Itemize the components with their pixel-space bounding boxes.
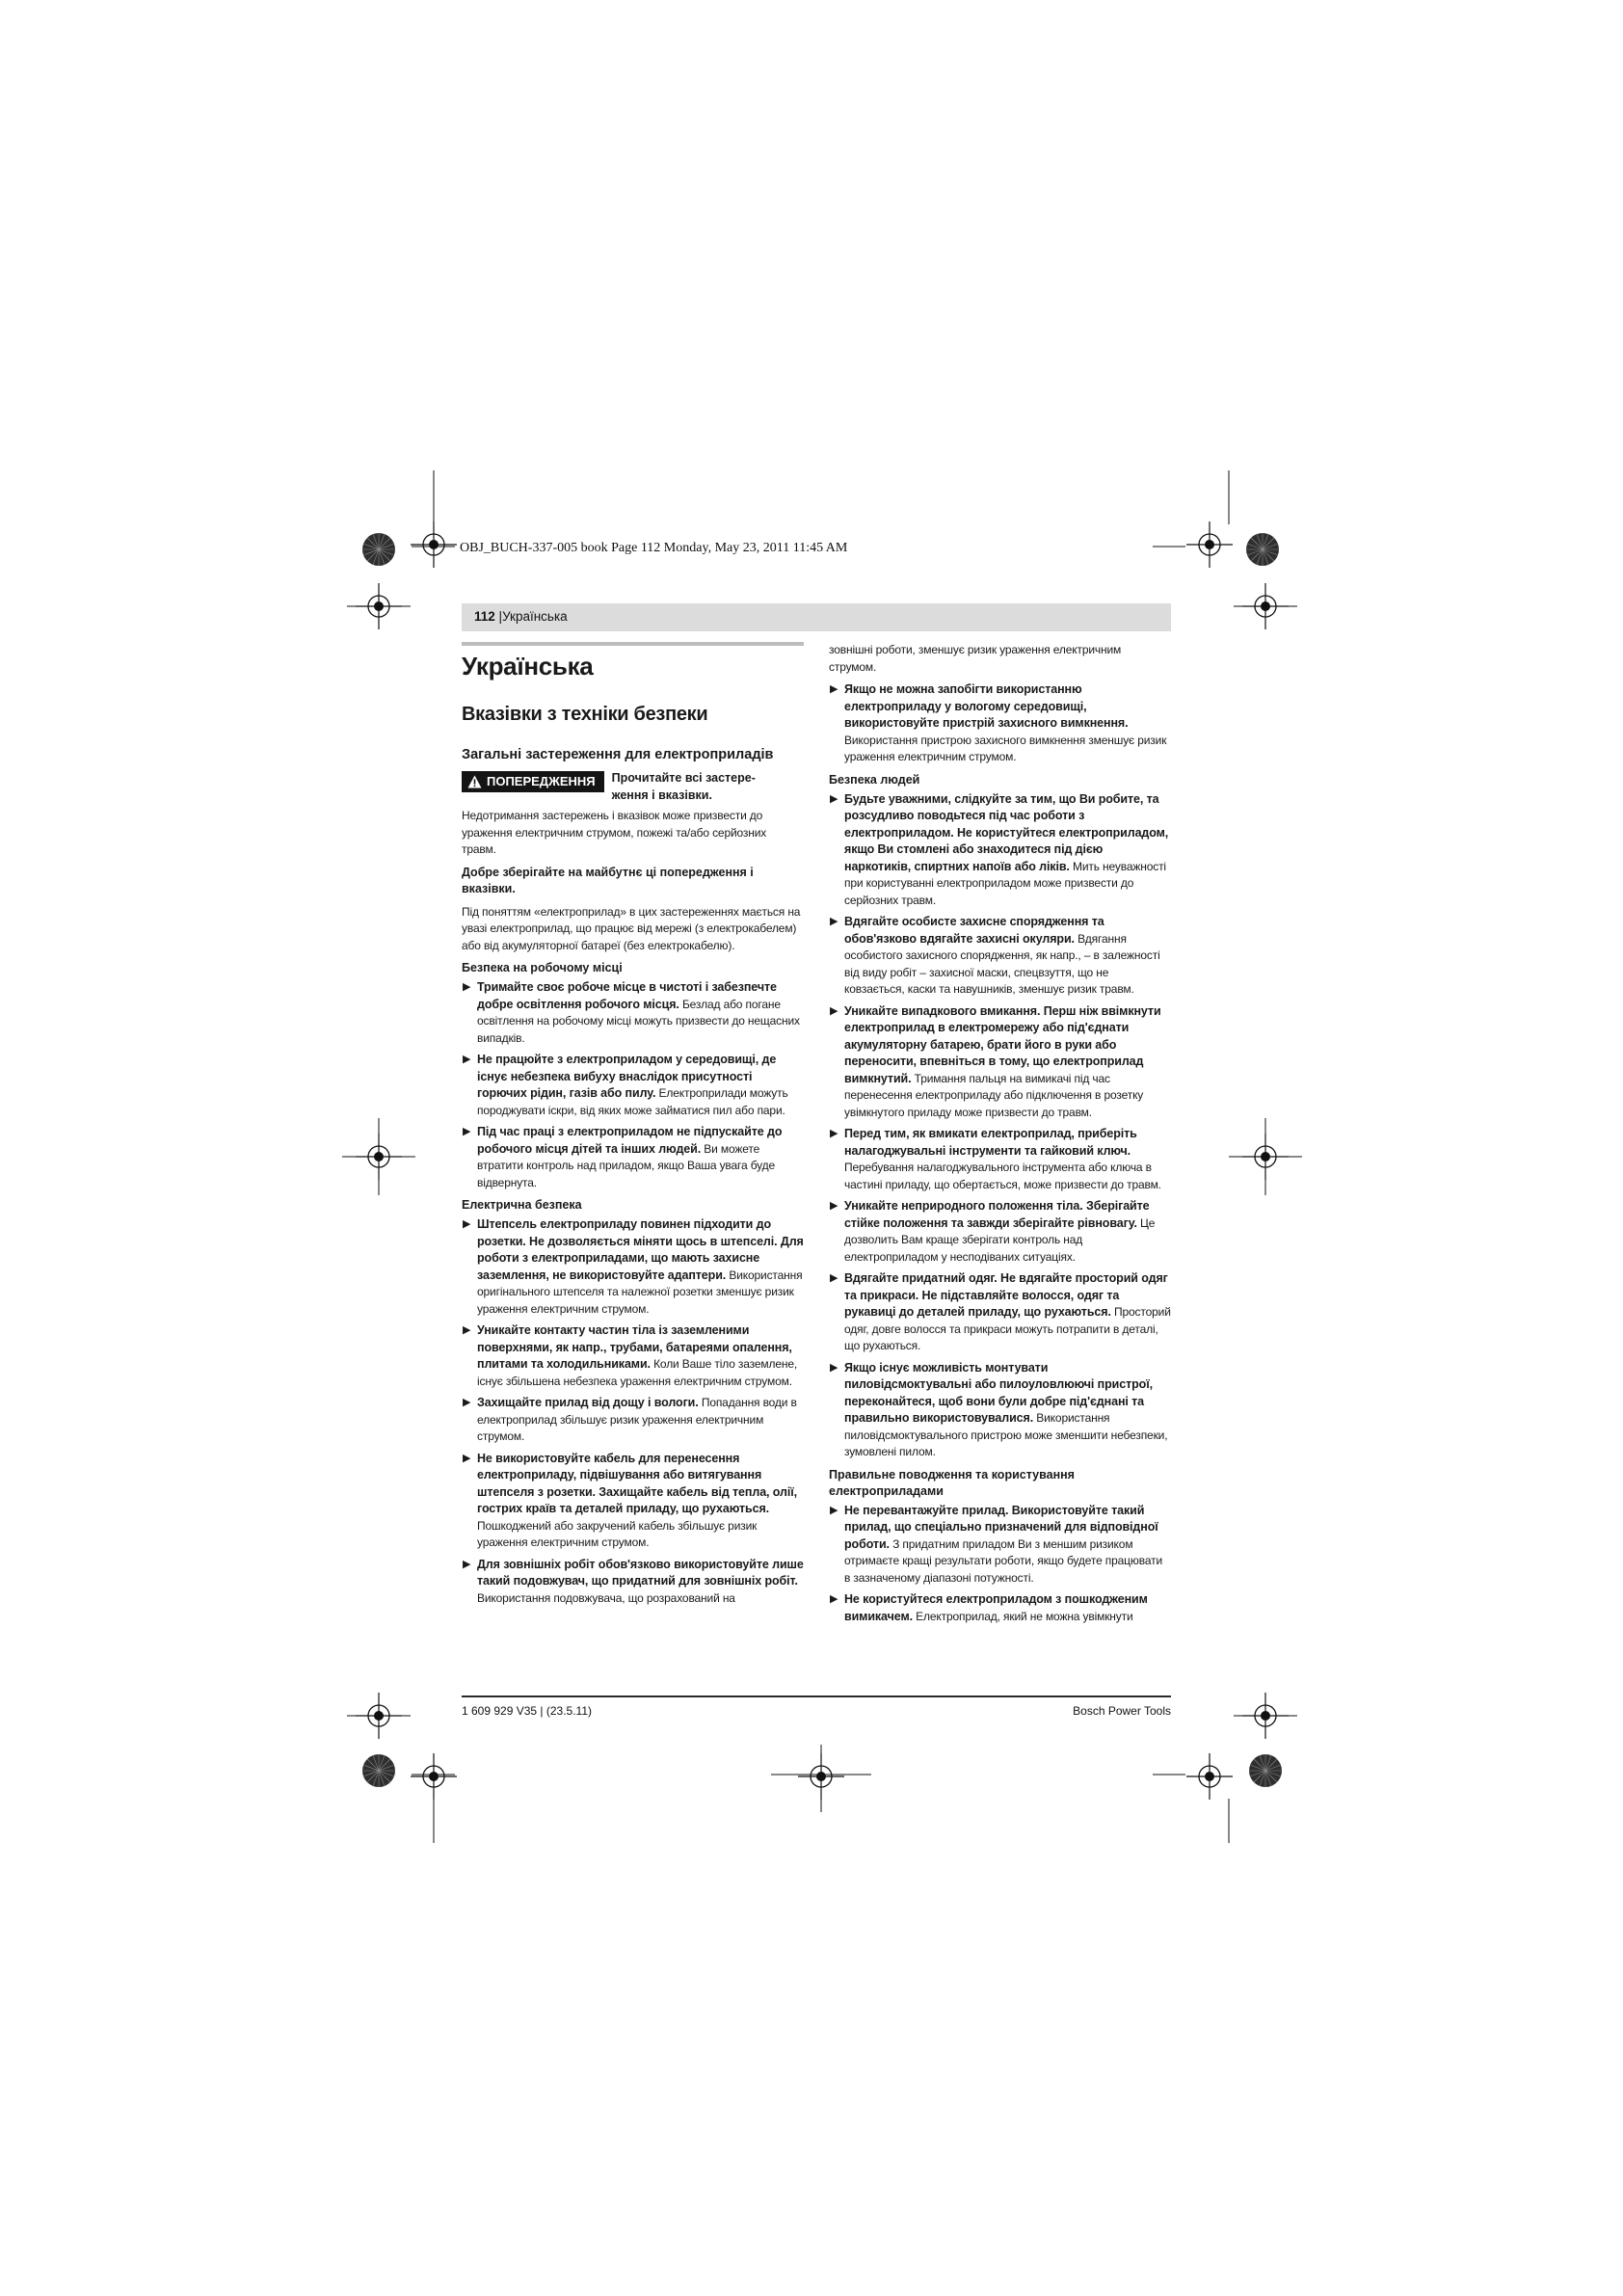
- bullet-bold-text: Для зовнішніх робіт обов'язково використовуйте лише такий подовжувач, що придатний для зовнішніх робіт.: [477, 1557, 804, 1588]
- bullet-arrow-icon: ▶: [463, 1397, 471, 1408]
- bullet-arrow-icon: ▶: [830, 1272, 838, 1284]
- bullet-item: [829, 914, 1171, 999]
- bullet-item: [829, 1003, 1171, 1122]
- group-heading: Безпека людей: [829, 772, 920, 787]
- bullet-bold-text: Штепсель електроприладу повинен підходити до розетки. Не дозволяється міняти щось в штепселі. Для роботи з електроприладами, що мають захисне заземлення, не використовуйте адаптери.: [477, 1217, 804, 1282]
- keep-note: Добре зберігайте на майбутнє ці попередження і вказівки.: [462, 865, 754, 895]
- bullet-arrow-icon: ▶: [830, 1004, 838, 1017]
- title-rule: [462, 642, 804, 646]
- bullet-bold-text: Уникайте контакту частин тіла із заземленими поверхнями, як напр., трубами, батареями опалення, плитами та холодильниками.: [477, 1323, 792, 1371]
- bullet-arrow-icon: ▶: [830, 792, 838, 805]
- right-lead-list: [829, 681, 1171, 766]
- page-number: 112: [474, 609, 495, 624]
- bullet-body-text: Використання пристрою захисного вимкнення зменшує ризик ураження електричним струмом.: [844, 733, 1167, 763]
- bullet-item: [829, 1503, 1171, 1588]
- bullet-item: [462, 1052, 804, 1119]
- bullet-item: [829, 681, 1171, 766]
- section-title: Вказівки з техніки безпеки: [462, 704, 708, 725]
- bullet-arrow-icon: ▶: [830, 1361, 838, 1374]
- bullet-item: [462, 979, 804, 1047]
- bullet-arrow-icon: ▶: [830, 1128, 838, 1139]
- bullet-bold-text: Уникайте неприродного положення тіла. Зберігайте стійке положення та завжди зберігайте рівновагу.: [844, 1199, 1150, 1230]
- group-list: [829, 1503, 1171, 1626]
- header-language: Українська: [502, 609, 568, 624]
- group-heading: Безпека на робочому місці: [462, 961, 623, 974]
- bullet-bold-text: Не користуйтеся електроприладом з пошкодженим вимикачем.: [844, 1592, 1148, 1623]
- bullet-body-text: Пошкоджений або закручений кабель збільшує ризик ураження електричним струмом.: [477, 1518, 758, 1549]
- bullet-arrow-icon: ▶: [830, 916, 838, 927]
- bullet-item: [829, 791, 1171, 910]
- bullet-body-text: Це дозволить Вам краще зберігати контроль над електроприладом у несподіваних ситуаціях.: [844, 1215, 1156, 1264]
- bullet-body-text: Використання подовжувача, що розрахований на: [477, 1590, 735, 1605]
- bullet-arrow-icon: ▶: [463, 1126, 471, 1137]
- bullet-bold-text: Вдягайте особисте захисне спорядження та обов'язково вдягайте захисні окуляри.: [844, 915, 1104, 946]
- bullet-body-text: Попадання води в електроприлад збільшує ризик ураження електричним струмом.: [477, 1396, 797, 1443]
- left-column: [462, 642, 804, 1612]
- bullet-body-text: Вдягання особистого захисного спорядження, як напр., – в залежності від виду робіт – захисної маски, спецвзуття, що не ковзається, каски та навушників, зменшує ризик травм.: [844, 931, 1160, 996]
- bullet-item: [462, 1216, 804, 1318]
- bullet-bold-text: Уникайте випадкового вмикання. Перш ніж ввімкнути електроприлад в електромережу або під'єднати акумуляторну батарею, брати його в руки або переносити, впевніться в тому, що електроприлад вимкнутий.: [844, 1003, 1161, 1085]
- bullet-item: [462, 1451, 804, 1552]
- footer-rule: [462, 1695, 1171, 1697]
- bullet-bold-text: Не використовуйте кабель для перенесення електроприладу, підвішування або витягування штепселя з розетки. Захищайте кабель від тепла, олії, гострих країв та деталей приладу, що рухаються.: [477, 1451, 798, 1515]
- bullet-bold-text: Під час праці з електроприладом не підпускайте до робочого місця дітей та інших людей.: [477, 1125, 783, 1156]
- bullet-item: [462, 1557, 804, 1608]
- bullet-bold-text: Захищайте прилад від дощу і вологи.: [477, 1396, 699, 1409]
- bullet-item: [829, 1126, 1171, 1193]
- bullet-body-text: Використання пиловідсмоктувального пристрою може зменшити небезпеки, зумовлені пилом.: [844, 1411, 1168, 1458]
- bullet-bold-text: Тримайте своє робоче місце в чистоті і забезпечте добре освітлення робочого місця.: [477, 980, 777, 1011]
- bullet-bold-text: Якщо існує можливість монтувати пиловідсмоктувальні або пилоуловлюючі пристрої, переконайтеся, щоб вони були добре під'єднані та правильно використовувалися.: [844, 1360, 1153, 1425]
- bullet-body-text: Електроприлад, який не можна увімкнути: [912, 1609, 1133, 1623]
- bullet-bold-text: Не перевантажуйте прилад. Використовуйте такий прилад, що спеціально призначений для відповідної роботи.: [844, 1503, 1158, 1551]
- bullet-body-text: Електроприлади можуть породжувати іскри, від яких може займатися пил або пари.: [477, 1086, 788, 1117]
- bullet-body-text: Використання оригінального штепселя та належної розетки зменшує ризик ураження електричним струмом.: [477, 1268, 803, 1316]
- warning-badge-label: ПОПЕРЕДЖЕННЯ: [487, 774, 596, 788]
- bullet-body-text: Безлад або погане освітлення на робочому місці можуть призвести до нещасних випадків.: [477, 997, 800, 1045]
- continuation-paragraph: зовнішні роботи, зменшує ризик ураження електричним струмом.: [829, 643, 1122, 674]
- footer-brand: Bosch Power Tools: [1073, 1704, 1171, 1718]
- running-header-bar: [462, 603, 1171, 631]
- page-title: Українська: [462, 652, 594, 681]
- bullet-item: [829, 1360, 1171, 1461]
- bullet-bold-text: Перед тим, як вмикати електроприлад, приберіть налагоджувальні інструменти та гайковий ключ.: [844, 1127, 1137, 1158]
- intro-paragraph: Недотримання застережень і вказівок може призвести до ураження електричним струмом, пожежі та/або серйозних травм.: [462, 809, 767, 856]
- bullet-arrow-icon: ▶: [463, 1452, 471, 1464]
- bullet-arrow-icon: ▶: [463, 1324, 471, 1336]
- footer-doc-number: 1 609 929 V35 | (23.5.11): [462, 1704, 592, 1718]
- bullet-arrow-icon: ▶: [463, 1558, 471, 1570]
- warning-badge: [462, 771, 604, 792]
- bullet-arrow-icon: ▶: [830, 683, 838, 695]
- bullet-item: [462, 1124, 804, 1191]
- warning-text: Прочитайте всі застере- ження і вказівки.: [611, 771, 756, 802]
- warning-block: [462, 770, 804, 804]
- bullet-body-text: Ви можете втратити контроль над приладом, якщо Ваша увага буде відвернута.: [477, 1141, 775, 1189]
- print-slug: OBJ_BUCH-337-005 book Page 112 Monday, May 23, 2011 11:45 AM: [460, 541, 848, 555]
- bullet-arrow-icon: ▶: [830, 1504, 838, 1516]
- bullet-body-text: Тримання пальця на вимикачі під час перенесення електроприладу або підключення в розетку увімкнутого приладу може призвести до травм.: [844, 1071, 1144, 1119]
- right-groups: [829, 772, 1171, 1626]
- group-list: [462, 979, 804, 1191]
- bullet-body-text: Коли Ваше тіло заземлене, існує збільшена небезпека ураження електричним струмом.: [477, 1357, 798, 1388]
- group-heading: Електрична безпека: [462, 1198, 582, 1212]
- bullet-arrow-icon: ▶: [463, 1054, 471, 1065]
- subsection-title: Загальні застереження для електроприладів: [462, 747, 774, 762]
- bullet-body-text: З придатним приладом Ви з меншим ризиком отримаєте кращі результати роботи, якщо будете працювати в зазначеному діапазоні потужності.: [844, 1536, 1162, 1585]
- group-list: [829, 791, 1171, 1461]
- bullet-arrow-icon: ▶: [463, 981, 471, 993]
- definition-paragraph: Під поняттям «електроприлад» в цих застереженнях мається на увазі електроприлад, що працює від мережі (з електрокабелем) або від акумуляторної батареї (без електрокабелю).: [462, 904, 801, 952]
- bullet-item: [462, 1322, 804, 1390]
- bullet-item: [462, 1395, 804, 1446]
- bullet-body-text: Мить неуважності при користуванні електроприладом може призвести до серйозних травм.: [844, 859, 1166, 907]
- header-separator: |: [498, 609, 503, 624]
- bullet-arrow-icon: ▶: [830, 1200, 838, 1212]
- group-heading: Правильне поводження та користування електроприладами: [829, 1467, 1075, 1498]
- group-list: [462, 1216, 804, 1607]
- right-column: [829, 642, 1171, 1630]
- bullet-arrow-icon: ▶: [830, 1593, 838, 1605]
- bullet-bold-text: Не працюйте з електроприладом у середовищі, де існує небезпека вибуху внаслідок присутності горючих рідин, газів або пилу.: [477, 1053, 777, 1100]
- bullet-arrow-icon: ▶: [463, 1218, 471, 1230]
- running-header: [474, 609, 568, 624]
- bullet-bold-text: Вдягайте придатний одяг. Не вдягайте просторий одяг та прикраси. Не підставляйте волосся, одяг та рукавиці до деталей приладу, що рухаються.: [844, 1271, 1168, 1319]
- bullet-item: [829, 1198, 1171, 1266]
- bullet-item: [829, 1270, 1171, 1355]
- bullet-body-text: Перебування налагоджувального інструмента або ключа в частині приладу, що обертається, може призвести до травм.: [844, 1161, 1161, 1191]
- bullet-item: [829, 1591, 1171, 1625]
- left-groups: [462, 960, 804, 1607]
- warning-triangle-icon: [467, 775, 482, 788]
- bullet-bold-text: Будьте уважними, слідкуйте за тим, що Ви робите, та розсудливо поводьтеся під час роботи з електроприладом. Не користуйтеся електроприладом, якщо Ви стомлені або знаходитеся під дією наркотиків, спиртних напоїв або ліків.: [844, 791, 1169, 873]
- bullet-body-text: Просторий одяг, довге волосся та прикраси можуть потрапити в деталі, що рухаються.: [844, 1305, 1171, 1352]
- bullet-bold-text: Якщо не можна запобігти використанню електроприладу у вологому середовищі, використовуйте пристрій захисного вимкнення.: [844, 682, 1129, 730]
